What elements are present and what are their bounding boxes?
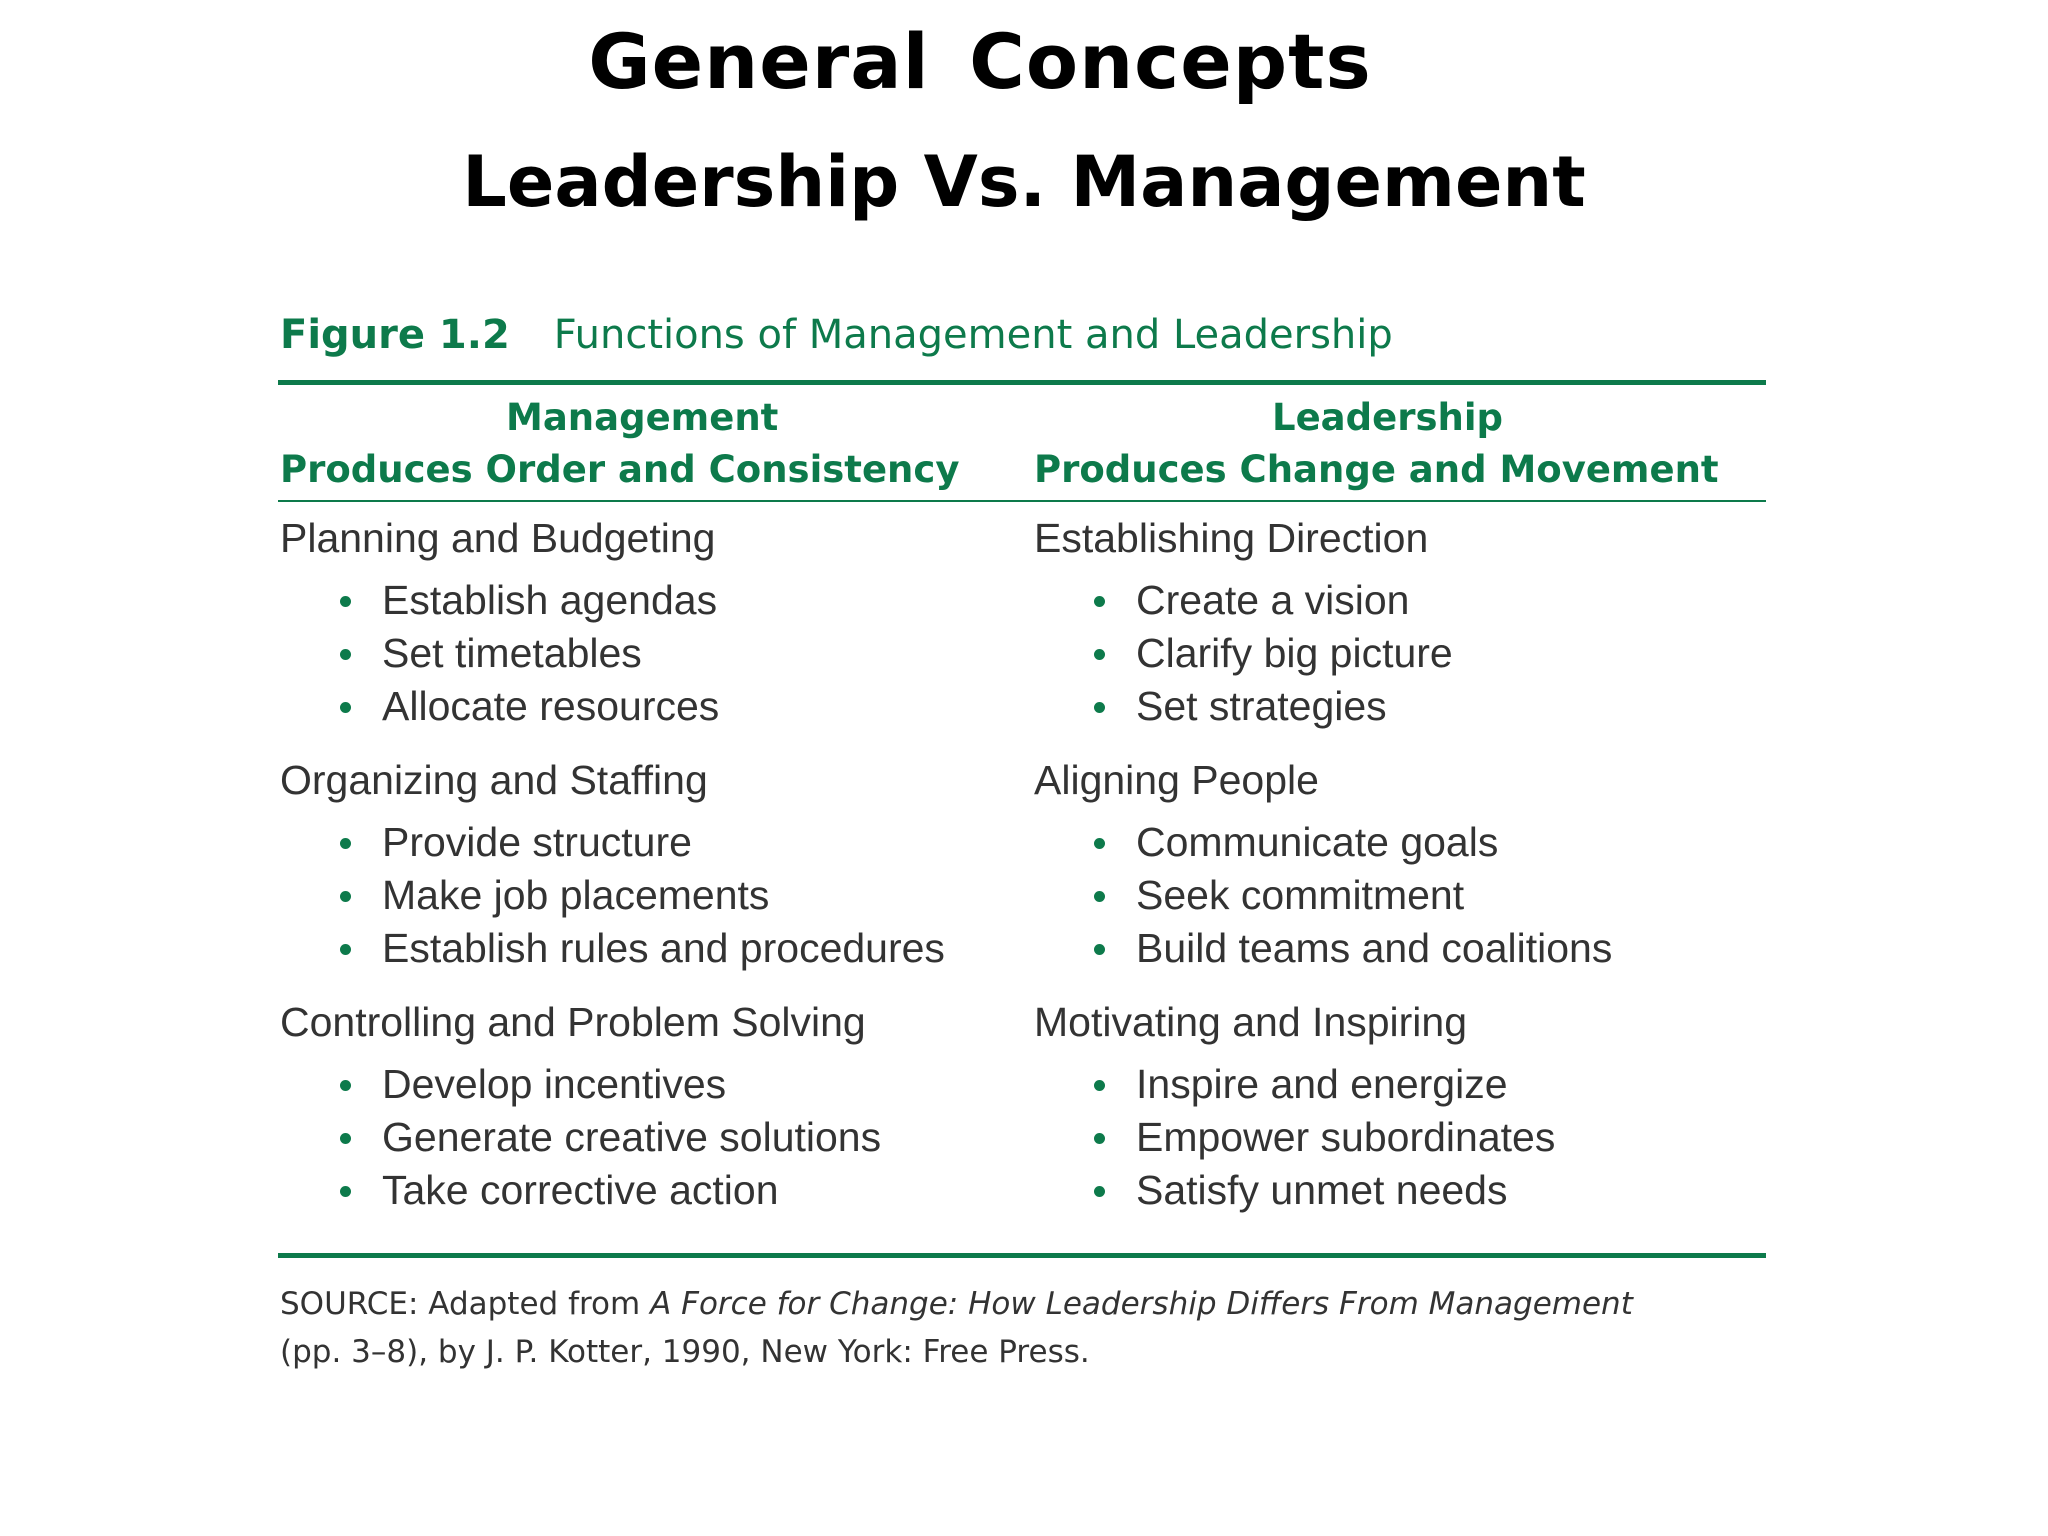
header-rule bbox=[278, 500, 1766, 502]
list-item bbox=[280, 1111, 1020, 1164]
figure-caption bbox=[280, 310, 1393, 360]
bullet-icon bbox=[340, 944, 351, 955]
list-item-text: Provide structure bbox=[382, 819, 692, 865]
list-item bbox=[280, 1058, 1020, 1111]
function-group bbox=[280, 994, 1020, 1236]
group-title: Establishing Direction bbox=[1034, 515, 1429, 561]
source-note bbox=[280, 1280, 1633, 1376]
bullet-list bbox=[280, 574, 1020, 733]
list-item bbox=[1034, 816, 1764, 869]
source-line-2: (pp. 3–8), by J. P. Kotter, 1990, New York: Free Press. bbox=[280, 1334, 1090, 1370]
function-group bbox=[1034, 752, 1764, 994]
bullet-icon bbox=[340, 649, 351, 660]
figure-caption-text: Functions of Management and Leadership bbox=[553, 312, 1393, 358]
list-item-text: Seek commitment bbox=[1136, 872, 1465, 918]
function-group bbox=[1034, 994, 1764, 1236]
slide-subtitle: Leadership Vs. Management bbox=[462, 141, 1586, 223]
bullet-icon bbox=[1094, 649, 1105, 660]
bullet-icon bbox=[1094, 596, 1105, 607]
bullet-icon bbox=[340, 702, 351, 713]
list-item bbox=[1034, 1058, 1764, 1111]
list-item bbox=[280, 1164, 1020, 1217]
bullet-icon bbox=[1094, 1186, 1105, 1197]
bullet-list bbox=[1034, 574, 1764, 733]
list-item bbox=[280, 922, 1020, 975]
bullet-icon bbox=[340, 838, 351, 849]
source-book-title: A Force for Change: How Leadership Differs From Management bbox=[650, 1286, 1633, 1322]
list-item bbox=[280, 869, 1020, 922]
leadership-title: Leadership bbox=[1272, 396, 1503, 439]
list-item-text: Make job placements bbox=[382, 872, 770, 918]
bullet-icon bbox=[340, 891, 351, 902]
list-item bbox=[1034, 680, 1764, 733]
bullet-icon bbox=[340, 1133, 351, 1144]
leadership-subtitle: Produces Change and Movement bbox=[1034, 448, 1719, 491]
leadership-column bbox=[1034, 510, 1764, 1236]
list-item bbox=[280, 680, 1020, 733]
bullet-icon bbox=[1094, 1080, 1105, 1091]
list-item bbox=[1034, 922, 1764, 975]
bullet-icon bbox=[1094, 702, 1105, 713]
list-item bbox=[1034, 869, 1764, 922]
list-item-text: Generate creative solutions bbox=[382, 1114, 882, 1160]
bullet-icon bbox=[1094, 838, 1105, 849]
list-item-text: Take corrective action bbox=[382, 1167, 779, 1213]
group-title: Planning and Budgeting bbox=[280, 515, 716, 561]
management-title: Management bbox=[506, 396, 779, 439]
bullet-icon bbox=[1094, 1133, 1105, 1144]
management-header bbox=[280, 392, 1015, 496]
list-item bbox=[1034, 1111, 1764, 1164]
list-item-text: Communicate goals bbox=[1136, 819, 1499, 865]
group-title: Aligning People bbox=[1034, 757, 1319, 803]
list-item bbox=[1034, 1164, 1764, 1217]
list-item bbox=[280, 574, 1020, 627]
top-rule bbox=[278, 380, 1766, 385]
group-title: Motivating and Inspiring bbox=[1034, 999, 1468, 1045]
bullet-icon bbox=[340, 1186, 351, 1197]
list-item bbox=[280, 627, 1020, 680]
bullet-list bbox=[1034, 1058, 1764, 1217]
list-item-text: Build teams and coalitions bbox=[1136, 925, 1613, 971]
function-group bbox=[280, 752, 1020, 994]
list-item-text: Establish rules and procedures bbox=[382, 925, 945, 971]
management-subtitle: Produces Order and Consistency bbox=[280, 448, 960, 491]
figure-table bbox=[278, 300, 1766, 1400]
bullet-icon bbox=[340, 596, 351, 607]
list-item-text: Allocate resources bbox=[382, 683, 720, 729]
source-prefix: SOURCE: Adapted from bbox=[280, 1286, 651, 1322]
list-item bbox=[1034, 574, 1764, 627]
list-item-text: Establish agendas bbox=[382, 577, 718, 623]
bullet-list bbox=[280, 1058, 1020, 1217]
bullet-icon bbox=[1094, 891, 1105, 902]
bullet-list bbox=[1034, 816, 1764, 975]
bullet-icon bbox=[1094, 944, 1105, 955]
management-column bbox=[280, 510, 1020, 1236]
function-group bbox=[1034, 510, 1764, 752]
list-item-text: Clarify big picture bbox=[1136, 630, 1453, 676]
list-item-text: Satisfy unmet needs bbox=[1136, 1167, 1508, 1213]
group-title: Controlling and Problem Solving bbox=[280, 999, 866, 1045]
function-group bbox=[280, 510, 1020, 752]
list-item-text: Empower subordinates bbox=[1136, 1114, 1556, 1160]
leadership-header bbox=[1034, 392, 1764, 496]
figure-number: Figure 1.2 bbox=[280, 312, 510, 358]
group-title: Organizing and Staffing bbox=[280, 757, 708, 803]
list-item-text: Create a vision bbox=[1136, 577, 1410, 623]
slide-title: General Concepts bbox=[588, 17, 1372, 106]
bottom-rule bbox=[278, 1253, 1766, 1258]
list-item bbox=[1034, 627, 1764, 680]
list-item-text: Set strategies bbox=[1136, 683, 1387, 729]
list-item-text: Set timetables bbox=[382, 630, 642, 676]
bullet-icon bbox=[340, 1080, 351, 1091]
list-item-text: Develop incentives bbox=[382, 1061, 727, 1107]
bullet-list bbox=[280, 816, 1020, 975]
list-item-text: Inspire and energize bbox=[1136, 1061, 1508, 1107]
list-item bbox=[280, 816, 1020, 869]
source-line-1 bbox=[280, 1280, 1633, 1328]
